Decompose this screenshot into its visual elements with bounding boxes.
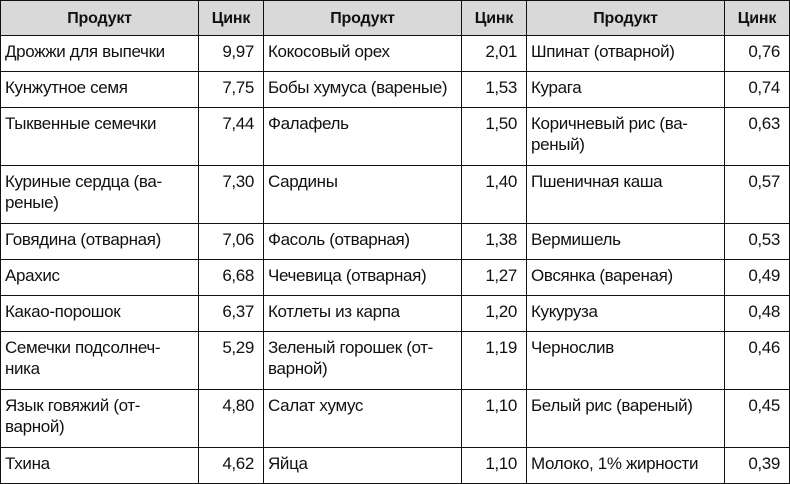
header-zinc-1: Цинк — [199, 1, 264, 36]
table-row — [1, 224, 790, 260]
product-name-cell: Котлеты из карпа — [264, 296, 462, 332]
product-name-cell: Шпинат (отварной) — [527, 36, 725, 72]
zinc-value-cell: 0,57 — [725, 166, 790, 224]
product-name-cell: Молоко, 1% жирности — [527, 448, 725, 484]
product-name-cell: Говядина (отварная) — [1, 224, 199, 260]
product-name-cell: Дрожжи для выпечки — [1, 36, 199, 72]
product-name-cell: Яйца — [264, 448, 462, 484]
zinc-value-cell: 1,53 — [462, 72, 527, 108]
product-name-cell: Курага — [527, 72, 725, 108]
zinc-value-cell: 7,75 — [199, 72, 264, 108]
product-name-cell: Арахис — [1, 260, 199, 296]
product-name-cell: Фасоль (отварная) — [264, 224, 462, 260]
table-row — [1, 260, 790, 296]
zinc-value-cell: 2,01 — [462, 36, 527, 72]
product-name-cell: Язык говяжий (от- варной) — [1, 390, 199, 448]
header-product-3: Продукт — [527, 1, 725, 36]
table-row — [1, 448, 790, 484]
product-name-cell: Семечки подсолнеч- ника — [1, 332, 199, 390]
zinc-value-cell: 4,62 — [199, 448, 264, 484]
header-product-2: Продукт — [264, 1, 462, 36]
zinc-value-cell: 0,45 — [725, 390, 790, 448]
product-name-cell: Тыквенные семечки — [1, 108, 199, 166]
product-name-cell: Кунжутное семя — [1, 72, 199, 108]
product-name-cell: Вермишель — [527, 224, 725, 260]
product-name-cell: Коричневый рис (ва- реный) — [527, 108, 725, 166]
product-name-cell: Тхина — [1, 448, 199, 484]
zinc-value-cell: 0,46 — [725, 332, 790, 390]
product-name-cell: Фалафель — [264, 108, 462, 166]
zinc-value-cell: 0,74 — [725, 72, 790, 108]
zinc-value-cell: 1,38 — [462, 224, 527, 260]
table-header-row — [1, 1, 790, 36]
zinc-value-cell: 5,29 — [199, 332, 264, 390]
table-row — [1, 390, 790, 448]
zinc-value-cell: 1,19 — [462, 332, 527, 390]
zinc-value-cell: 1,20 — [462, 296, 527, 332]
product-name-cell: Кукуруза — [527, 296, 725, 332]
zinc-value-cell: 0,48 — [725, 296, 790, 332]
zinc-value-cell: 4,80 — [199, 390, 264, 448]
product-name-cell: Зеленый горошек (от- варной) — [264, 332, 462, 390]
zinc-value-cell: 7,06 — [199, 224, 264, 260]
product-name-cell: Пшеничная каша — [527, 166, 725, 224]
zinc-value-cell: 6,37 — [199, 296, 264, 332]
product-name-cell: Чечевица (отварная) — [264, 260, 462, 296]
header-zinc-2: Цинк — [462, 1, 527, 36]
zinc-value-cell: 7,44 — [199, 108, 264, 166]
zinc-value-cell: 0,49 — [725, 260, 790, 296]
zinc-value-cell: 0,53 — [725, 224, 790, 260]
product-name-cell: Салат хумус — [264, 390, 462, 448]
product-name-cell: Бобы хумуса (вареные) — [264, 72, 462, 108]
table-row — [1, 108, 790, 166]
product-name-cell: Овсянка (вареная) — [527, 260, 725, 296]
table-row — [1, 36, 790, 72]
header-zinc-3: Цинк — [725, 1, 790, 36]
zinc-value-cell: 1,10 — [462, 448, 527, 484]
zinc-value-cell: 0,39 — [725, 448, 790, 484]
product-name-cell: Куриные сердца (ва- реные) — [1, 166, 199, 224]
zinc-value-cell: 1,40 — [462, 166, 527, 224]
zinc-value-cell: 0,63 — [725, 108, 790, 166]
product-name-cell: Чернослив — [527, 332, 725, 390]
table-row — [1, 332, 790, 390]
product-name-cell: Кокосовый орех — [264, 36, 462, 72]
zinc-value-cell: 7,30 — [199, 166, 264, 224]
zinc-value-cell: 1,10 — [462, 390, 527, 448]
zinc-value-cell: 9,97 — [199, 36, 264, 72]
header-product-1: Продукт — [1, 1, 199, 36]
zinc-value-cell: 1,27 — [462, 260, 527, 296]
zinc-value-cell: 0,76 — [725, 36, 790, 72]
product-name-cell: Белый рис (вареный) — [527, 390, 725, 448]
table-row — [1, 296, 790, 332]
zinc-value-cell: 6,68 — [199, 260, 264, 296]
product-name-cell: Сардины — [264, 166, 462, 224]
table-row — [1, 72, 790, 108]
product-name-cell: Какао-порошок — [1, 296, 199, 332]
table-row — [1, 166, 790, 224]
zinc-value-cell: 1,50 — [462, 108, 527, 166]
